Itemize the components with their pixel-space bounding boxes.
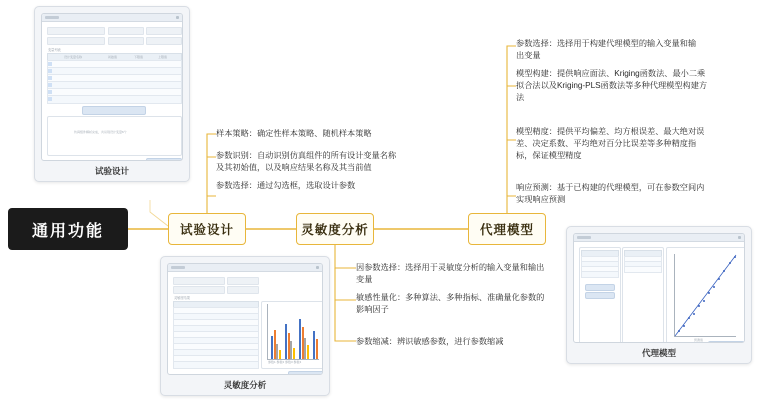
surrogate-app-window: 预测值 (573, 233, 745, 343)
node-branch-surrogate[interactable] (468, 213, 546, 245)
node-branch-sensitivity[interactable] (296, 213, 374, 245)
node-branch-doe[interactable] (168, 213, 246, 245)
node-branch-sensitivity-label: 灵敏度分析 (301, 223, 369, 237)
thumbnail-doe-caption: 试验设计 (94, 166, 129, 176)
note-surrogate-4: 响应预测：基于已构建的代理模型，可在参数空间内实现响应预测 (516, 183, 705, 204)
thumbnail-surrogate-caption: 代理模型 (641, 348, 676, 358)
thumbnail-sensitivity[interactable] (160, 256, 330, 396)
note-surrogate-3: 模型精度：提供平均偏差、均方根误差、最大绝对误差、决定系数、平均绝对百分比误差等多种精度指标，保证模型精度 (516, 127, 705, 160)
node-root[interactable] (8, 208, 128, 250)
sensitivity-app-window: 灵敏度结果 参数1 参数2 参数3 参数4 (167, 263, 323, 375)
node-branch-surrogate-label: 代理模型 (479, 223, 534, 237)
node-root-label: 通用功能 (31, 222, 104, 240)
note-sensitivity-1: 因参数选择：选择用于灵敏度分析的输入变量和输出变量 (356, 263, 545, 284)
note-doe-1: 样本策略：确定性样本策略、随机样本策略 (216, 129, 372, 138)
note-sensitivity-2: 敏感性量化：多种算法、多种指标、准确量化参数的影响因子 (356, 293, 545, 314)
note-doe-2: 参数识别：自动识别仿真组件的所有设计变量名称及其初始值，以及响应结果名称及其当前值 (216, 151, 397, 172)
doe-titlebar (42, 14, 182, 22)
note-surrogate-1: 参数选择：选择用于构建代理模型的输入变量和输出变量 (516, 39, 697, 60)
node-branch-doe-label: 试验设计 (179, 223, 234, 237)
thumbnail-sensitivity-caption: 灵敏度分析 (223, 380, 267, 390)
sensitivity-titlebar (168, 264, 322, 272)
surrogate-fit-line (666, 247, 744, 343)
note-surrogate-2: 模型构建：提供响应面法、Kriging函数法、最小二乘拟合法以及Kriging-PLS函数法等多种代理模型构建方法 (516, 69, 708, 102)
thumbnail-surrogate[interactable] (566, 226, 752, 364)
doe-app-window: 变量列表 设计变量名称 初始值 下限值 上限值 仿真组件解析完成，共识别设计变量6个 (41, 13, 183, 161)
note-sensitivity-3: 参数缩减：辨识敏感参数，进行参数缩减 (356, 337, 504, 346)
note-doe-3: 参数选择：通过勾选框，选取设计参数 (216, 181, 356, 190)
surrogate-titlebar (574, 234, 744, 242)
thumbnail-doe[interactable] (34, 6, 190, 182)
